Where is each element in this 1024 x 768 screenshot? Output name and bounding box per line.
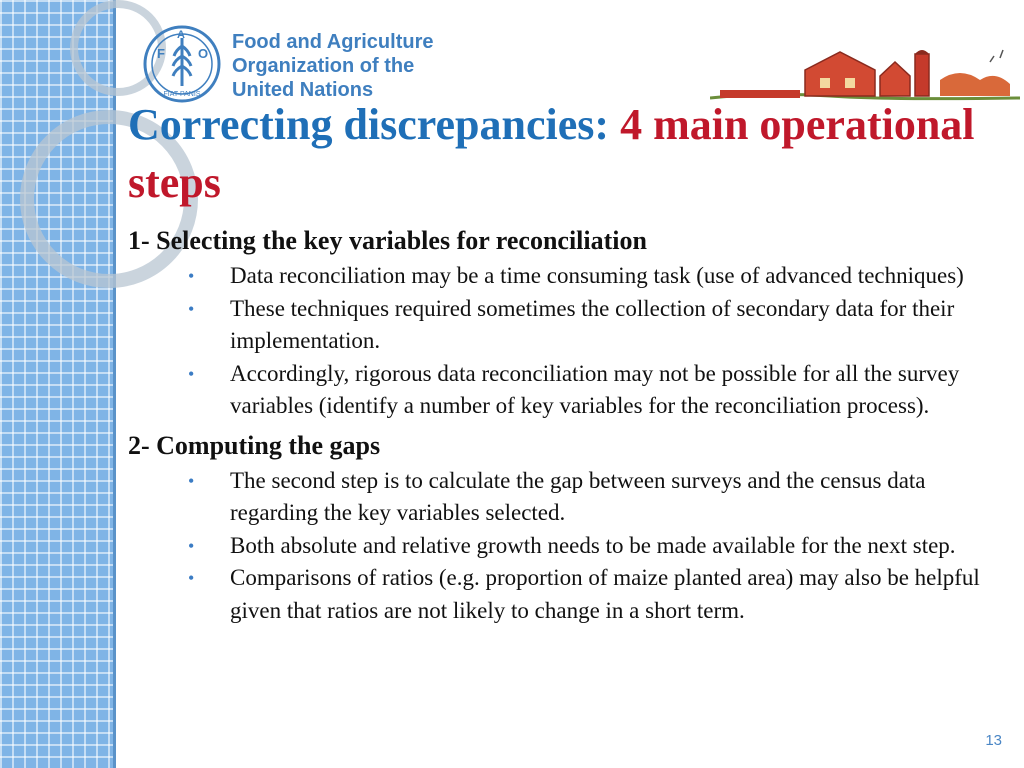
org-name-line-3: United Nations bbox=[232, 79, 374, 101]
bullet-icon: • bbox=[188, 363, 195, 384]
slide-title-part2: 4 main operational steps bbox=[128, 100, 975, 207]
list-item bbox=[128, 530, 988, 563]
bullet-text: These techniques required sometimes the collection of secondary data for their implementation. bbox=[230, 295, 955, 353]
list-item bbox=[128, 562, 988, 627]
bullet-list bbox=[128, 465, 988, 628]
section-heading: 2- Computing the gaps bbox=[128, 430, 381, 460]
bullet-text: Both absolute and relative growth needs to be made available for the next step. bbox=[230, 532, 956, 558]
org-name-line-1: Food and Agriculture bbox=[232, 31, 434, 53]
org-name-line-2: Organization of the bbox=[232, 55, 415, 77]
bullet-icon: • bbox=[188, 535, 195, 556]
bullet-text: Accordingly, rigorous data reconciliation may not be possible for all the survey variables (identify a number of key variables for the reconciliation process). bbox=[230, 360, 960, 418]
slide-title-part1: Correcting discrepancies: bbox=[128, 100, 621, 149]
organization-name bbox=[232, 30, 433, 102]
bullet-text: Data reconciliation may be a time consuming task (use of advanced techniques) bbox=[230, 263, 964, 288]
farm-illustration bbox=[710, 40, 1020, 104]
fao-logo bbox=[142, 24, 222, 104]
bullet-icon: • bbox=[188, 266, 195, 286]
list-item bbox=[128, 293, 988, 358]
bullet-text: The second step is to calculate the gap between surveys and the census data regarding the key variables selected. bbox=[230, 467, 926, 525]
logo-letter-f: F bbox=[157, 46, 165, 61]
logo-letter-a: A bbox=[177, 29, 185, 41]
section-heading: 1- Selecting the key variables for reconciliation bbox=[128, 226, 647, 255]
list-item bbox=[128, 465, 988, 530]
bullet-icon: • bbox=[188, 470, 195, 491]
bullet-icon: • bbox=[188, 568, 195, 588]
bullet-text: Comparisons of ratios (e.g. proportion of maize planted area) may also be helpful given that ratios are not likely to change in a short term. bbox=[230, 565, 980, 623]
bullet-icon: • bbox=[188, 298, 195, 319]
logo-letter-o: O bbox=[198, 46, 209, 61]
list-item bbox=[128, 260, 988, 293]
bullet-list bbox=[128, 260, 988, 423]
section-1 bbox=[128, 222, 988, 423]
slide-title bbox=[128, 96, 988, 212]
logo-motto: FIAT PANIS bbox=[163, 91, 201, 98]
slide-content bbox=[128, 222, 988, 631]
section-2 bbox=[128, 427, 988, 628]
list-item bbox=[128, 358, 988, 423]
page-number: 13 bbox=[985, 732, 1002, 749]
